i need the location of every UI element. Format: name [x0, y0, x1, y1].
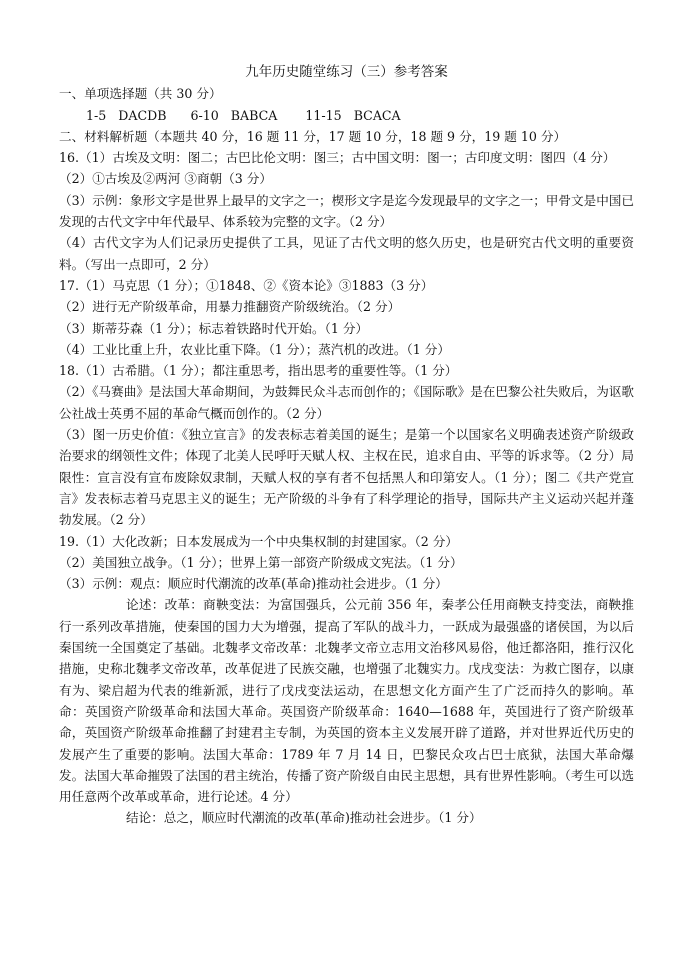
q16-part4: （4）古代文字为人们记录历史提供了工具，见证了古代文明的悠久历史，也是研究古代文明的重要资料。（写出一点即可，2 分） — [59, 235, 634, 272]
q17-part2: （2）进行无产阶级革命，用暴力推翻资产阶级统治。（2 分） — [59, 299, 401, 315]
answer-sheet — [59, 62, 634, 829]
q19-conclusion: 结论：总之，顺应时代潮流的改革(革命)推动社会进步。（1 分） — [126, 810, 482, 826]
q18-part3: （3）图一历史价值：《独立宣言》的发表标志着美国的诞生；是第一个以国家名义明确表述资产阶级政治要求的纲领性文件；体现了北美人民呼吁天赋人权、主权在民，追求自由、平等的诉求等。（2 分）局限性：宣言没有宣布废除奴隶制，天赋人权的享有者不包括黑人和印第安人。（1 分）；图二《共产党宣言》发表标志着马克思主义的诞生；无产阶级的斗争有了科学理论的指导，国际共产主义运动兴起并蓬勃发展。（2 分） — [59, 427, 634, 528]
section2-heading: 二、材料解析题（本题共 40 分，16 题 11 分，17 题 10 分，18 题 9 分，19 题 10 分） — [59, 128, 567, 144]
q17-part4: （4）工业比重上升，农业比重下降。（1 分）；蒸汽机的改进。（1 分） — [59, 341, 450, 357]
q19-part3: （3）示例：观点：顺应时代潮流的改革(革命)推动社会进步。（1 分） — [59, 576, 448, 592]
q19-part1: 19.（1）大化改新；日本发展成为一个中央集权制的封建国家。（2 分） — [59, 533, 458, 549]
q16-part1: 16.（1）古埃及文明：图二；古巴比伦文明：图三；古中国文明：图一；古印度文明：图四（4 分） — [59, 150, 616, 166]
q16-part2: （2）①古埃及②两河 ③商朝（3 分） — [59, 171, 272, 187]
section1-heading: 一、单项选择题（共 30 分） — [59, 86, 222, 102]
q19-part2: （2）美国独立战争。（1 分）；世界上第一部资产阶级成文宪法。（1 分） — [59, 554, 463, 570]
q16-part3: （3）示例：象形文字是世界上最早的文字之一；楔形文字是迄今发现最早的文字之一；甲骨文是中国已发现的古代文字中年代最早、体系较为完整的文字。（2 分） — [59, 192, 634, 230]
q17-part1: 17.（1）马克思（1 分）；①1848、②《资本论》③1883（3 分） — [59, 277, 434, 293]
page-title: 九年历史随堂练习（三）参考答案 — [245, 64, 448, 80]
q18-part1: 18.（1）古希腊。（1 分）；都注重思考，指出思考的重要性等。（1 分） — [59, 363, 458, 379]
q19-argument: 论述：改革：商鞅变法：为富国强兵，公元前 356 年，秦孝公任用商鞅支持变法，商鞅推行一系列改革措施，使秦国的国力大为增强，提高了军队的战斗力，一跃成为最强盛的诸侯国，为以后秦国统一全国奠定了基础。北魏孝文帝改革：北魏孝文帝立志用文治移风易俗，他迁都洛阳，推行汉化措施，史称北魏孝文帝改革，改革促进了民族交融，也增强了北魏实力。戊戌变法：为救亡图存，以康有为、梁启超为代表的维新派，进行了戊戌变法运动，在思想文化方面产生了广泛而持久的影响。革命：英国资产阶级革命和法国大革命。英国资产阶级革命：1640—1688 年，英国进行了资产阶级革命，英国资产阶级革命推翻了封建君主专制，为英国的资本主义发展开辟了道路，并对世界近代历史的发展产生了重要的影响。法国大革命：1789 年 7 月 14 日，巴黎民众攻占巴士底狱，法国大革命爆发。法国大革命摧毁了法国的君主统治，传播了资产阶级自由民主思想，具有世界性影响。（考生可以选用任意两个改革或革命，进行论述。4 分） — [59, 597, 634, 805]
q18-part2: （2）《马赛曲》是法国大革命期间，为鼓舞民众斗志而创作的；《国际歌》是在巴黎公社失败后，为讴歌公社战士英勇不屈的革命气概而创作的。（2 分） — [59, 384, 634, 421]
section1-answers: 1-5 DACDB 6-10 BABCA 11-15 BCACA — [86, 107, 401, 123]
q17-part3: （3）斯蒂芬森（1 分）；标志着铁路时代开始。（1 分） — [59, 320, 369, 336]
